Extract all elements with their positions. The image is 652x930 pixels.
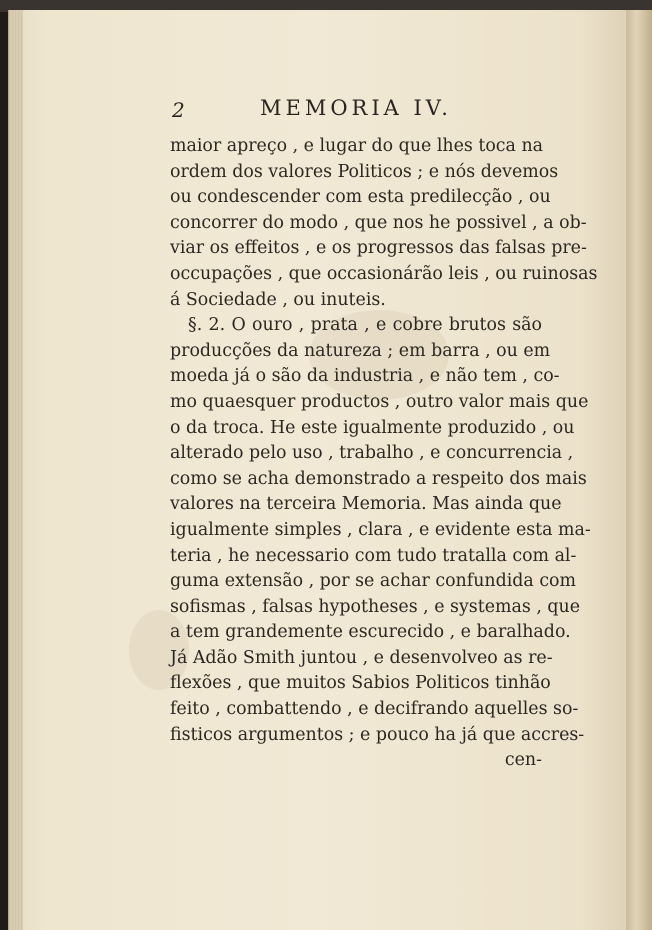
text-line: teria , he necessario com tudo tratalla com al-	[170, 545, 577, 566]
text-line: o da troca. He este igualmente produzido , ou	[170, 417, 575, 438]
text-line: como se acha demonstrado a respeito dos mais	[170, 468, 587, 489]
text-line: concorrer do modo , que nos he possivel , a ob-	[170, 212, 587, 233]
text-line: guma extensão , por se achar confundida com	[170, 571, 577, 592]
text-line: igualmente simples , clara , e evidente esta ma-	[170, 519, 591, 540]
text-line: occupações , que occasionárão leis , ou ruinosas	[170, 263, 598, 284]
text-line: valores na terceira Memoria. Mas ainda que	[170, 494, 562, 515]
running-head	[172, 96, 532, 124]
page-number: 2	[172, 98, 185, 122]
text-line: maior apreço , e lugar do que lhes toca na	[170, 136, 544, 156]
text-line: ordem dos valores Politicos ; e nós devemos	[170, 161, 559, 182]
text-line: Já Adão Smith juntou , e desenvolveo as re-	[170, 647, 553, 668]
text-line: mo quaesquer productos , outro valor mais que	[170, 391, 589, 412]
body-text	[170, 134, 598, 774]
text-line: moeda já o são da industria , e não tem , co-	[170, 366, 560, 387]
text-line: feito , combattendo , e decifrando aquelles so-	[170, 699, 579, 720]
text-line: §. 2. O ouro , prata , e cobre brutos são	[188, 315, 542, 336]
text-line: a tem grandemente escurecido , e baralhado.	[170, 622, 571, 643]
text-line: fisticos argumentos ; e pouco ha já que accres-	[170, 724, 585, 745]
text-line: á Sociedade , ou inuteis.	[170, 289, 386, 310]
text-line: flexões , que muitos Sabios Politicos tinhão	[170, 673, 551, 694]
catchword: cen-	[504, 750, 542, 771]
text-line: sofismas , falsas hypotheses , e systemas , que	[170, 596, 580, 617]
page-gutter	[9, 10, 23, 930]
text-line: viar os effeitos , e os progressos das falsas pre-	[170, 238, 587, 259]
text-line: alterado pelo uso , trabalho , e concurrencia ,	[170, 443, 574, 464]
page-edge	[626, 10, 652, 930]
text-line: producções da natureza ; em barra , ou em	[170, 340, 551, 361]
text-line: ou condescender com esta predilecção , ou	[170, 187, 551, 208]
running-title: MEMORIA IV.	[260, 96, 452, 120]
